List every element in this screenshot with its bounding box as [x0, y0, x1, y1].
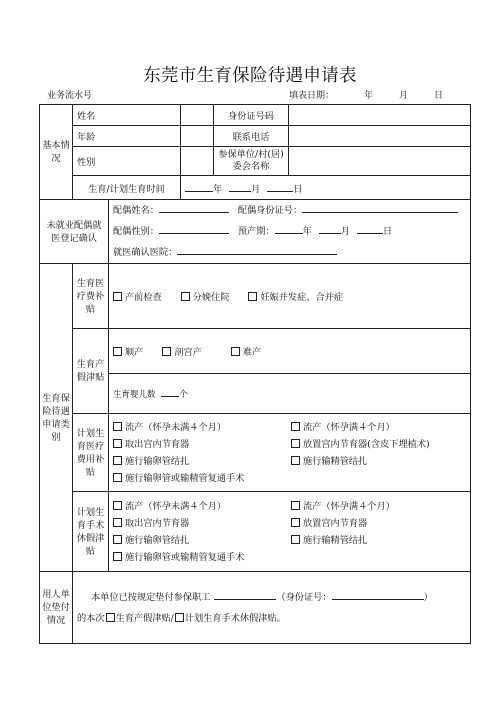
gender-field[interactable]: [181, 147, 214, 176]
checkbox[interactable]: [291, 456, 300, 465]
spouse-id-label: 配偶身份证号：: [237, 205, 303, 216]
checkbox[interactable]: [106, 613, 115, 622]
insured-unit-label: 参保单位/村(居) 委会名称: [214, 147, 289, 176]
checkbox[interactable]: [231, 347, 240, 356]
baby-count-row: 生育婴儿数 个: [109, 374, 471, 414]
spouse-name-field[interactable]: [159, 203, 229, 213]
employer-statement: 本单位已按规定垫付参保职工 （身份证号： ） 的本次 生育产假津贴/ 计划生育手术休假津贴。: [73, 572, 471, 644]
id-number-label: 身份证号码: [214, 105, 289, 126]
phone-label: 联系电话: [214, 126, 289, 147]
fp-medical-label: 计划生育医疗费用补贴: [73, 414, 109, 492]
id-number-field[interactable]: [289, 105, 471, 126]
insured-unit-field[interactable]: [289, 147, 471, 176]
checkbox[interactable]: [113, 552, 122, 561]
employee-name-field[interactable]: [214, 590, 276, 600]
fp-medical-options: [109, 414, 471, 492]
option-iud-insertion[interactable]: 放置宫内节育器(含皮下埋植术): [291, 436, 430, 453]
basic-info-category: 基本情况: [40, 105, 73, 200]
option-prenatal[interactable]: 产前检查: [113, 292, 162, 303]
maternity-leave-label: 生育产假津贴: [73, 329, 109, 414]
checkbox[interactable]: [291, 439, 300, 448]
checkbox[interactable]: [113, 501, 122, 510]
spouse-id-field[interactable]: [302, 203, 458, 213]
name-field[interactable]: [181, 105, 214, 126]
birth-time-label: 生育/计划生育时间: [73, 176, 181, 200]
claim-type-category: 生育保险待遇申请类别: [40, 264, 73, 572]
option-natural[interactable]: 顺产: [113, 347, 143, 358]
serial-number-label: 业务流水号: [47, 91, 93, 101]
option-iud-removal[interactable]: 取出宫内节育器: [113, 515, 291, 532]
option-vasectomy[interactable]: 施行输精管结扎: [291, 532, 367, 549]
checkbox[interactable]: [113, 439, 122, 448]
spouse-gender-label: 配偶性别：: [113, 226, 159, 237]
checkbox[interactable]: [113, 535, 122, 544]
baby-count-label: 生育婴儿数: [113, 390, 156, 400]
form-title: 东莞市生育保险待遇申请表: [143, 66, 357, 86]
option-tubal-ligation[interactable]: 施行输卵管结扎: [113, 532, 291, 549]
option-abortion-under-4m[interactable]: 流产（怀孕未满４个月）: [113, 498, 291, 515]
checkbox[interactable]: [181, 292, 190, 301]
birth-time-field[interactable]: 年 月 日: [181, 176, 471, 200]
checkbox[interactable]: [113, 473, 122, 482]
fill-date: [289, 88, 443, 101]
option-iud-insertion[interactable]: 放置宫内节育器: [291, 515, 367, 532]
option-reversal[interactable]: 施行输卵管或输精管复通手术: [113, 470, 244, 487]
spouse-gender-field[interactable]: [159, 224, 229, 234]
hospital-label: 就医确认医院：: [113, 247, 178, 258]
application-form-table: [39, 104, 471, 644]
spouse-name-label: 配偶姓名：: [113, 205, 159, 216]
fill-date-day: 日: [434, 91, 444, 101]
gender-label: 性别: [73, 147, 181, 176]
fp-leave-label: 计划生育手术休假津贴: [73, 492, 109, 572]
checkbox[interactable]: [291, 422, 300, 431]
checkbox[interactable]: [291, 535, 300, 544]
checkbox[interactable]: [248, 292, 257, 301]
employee-id-field[interactable]: [332, 590, 424, 600]
checkbox[interactable]: [113, 456, 122, 465]
option-iud-removal[interactable]: 取出宫内节育器: [113, 436, 291, 453]
checkbox[interactable]: [291, 501, 300, 510]
checkbox[interactable]: [162, 347, 171, 356]
checkbox[interactable]: [113, 347, 122, 356]
option-abortion-under-4m[interactable]: 流产（怀孕未满４个月）: [113, 419, 291, 436]
checkbox[interactable]: [291, 518, 300, 527]
fill-date-year: 年: [364, 91, 374, 101]
option-abortion-over-4m[interactable]: 流产（怀孕满４个月）: [291, 419, 395, 436]
checkbox[interactable]: [113, 292, 122, 301]
option-vasectomy[interactable]: 施行输精管结扎: [291, 453, 367, 470]
checkbox[interactable]: [175, 613, 184, 622]
fill-date-month: 月: [399, 91, 409, 101]
option-abortion-over-4m[interactable]: 流产（怀孕满４个月）: [291, 498, 395, 515]
phone-field[interactable]: [289, 126, 471, 147]
medical-subsidy-label: 生育医疗费补贴: [73, 264, 109, 329]
option-complication[interactable]: 妊娠并发症、合并症: [248, 292, 343, 303]
checkbox[interactable]: [113, 422, 122, 431]
spouse-fields: 配偶姓名： 配偶身份证号： 配偶性别： 预产期： 年 月 日 就医确认医院：: [109, 200, 471, 264]
due-date-label: 预产期：: [237, 226, 275, 237]
age-label: 年龄: [73, 126, 181, 147]
option-delivery[interactable]: 分娩住院: [181, 292, 230, 303]
name-label: 姓名: [73, 105, 181, 126]
delivery-type-options: [109, 329, 471, 374]
option-difficult[interactable]: 难产: [231, 347, 261, 358]
employer-category: 用人单位垫付情况: [40, 572, 73, 644]
hospital-field[interactable]: [177, 245, 337, 255]
option-reversal[interactable]: 施行输卵管或输精管复通手术: [113, 549, 244, 566]
baby-count-field[interactable]: [161, 387, 179, 397]
fp-leave-options: [109, 492, 471, 572]
age-field[interactable]: [181, 126, 214, 147]
option-tubal-ligation[interactable]: 施行输卵管结扎: [113, 453, 291, 470]
medical-subsidy-options: [109, 264, 471, 329]
option-cesarean[interactable]: 剖宫产: [162, 347, 202, 358]
checkbox[interactable]: [113, 518, 122, 527]
spouse-category: 未就业配偶就医登记确认: [40, 200, 109, 264]
fill-date-label: 填表日期：: [289, 91, 335, 101]
